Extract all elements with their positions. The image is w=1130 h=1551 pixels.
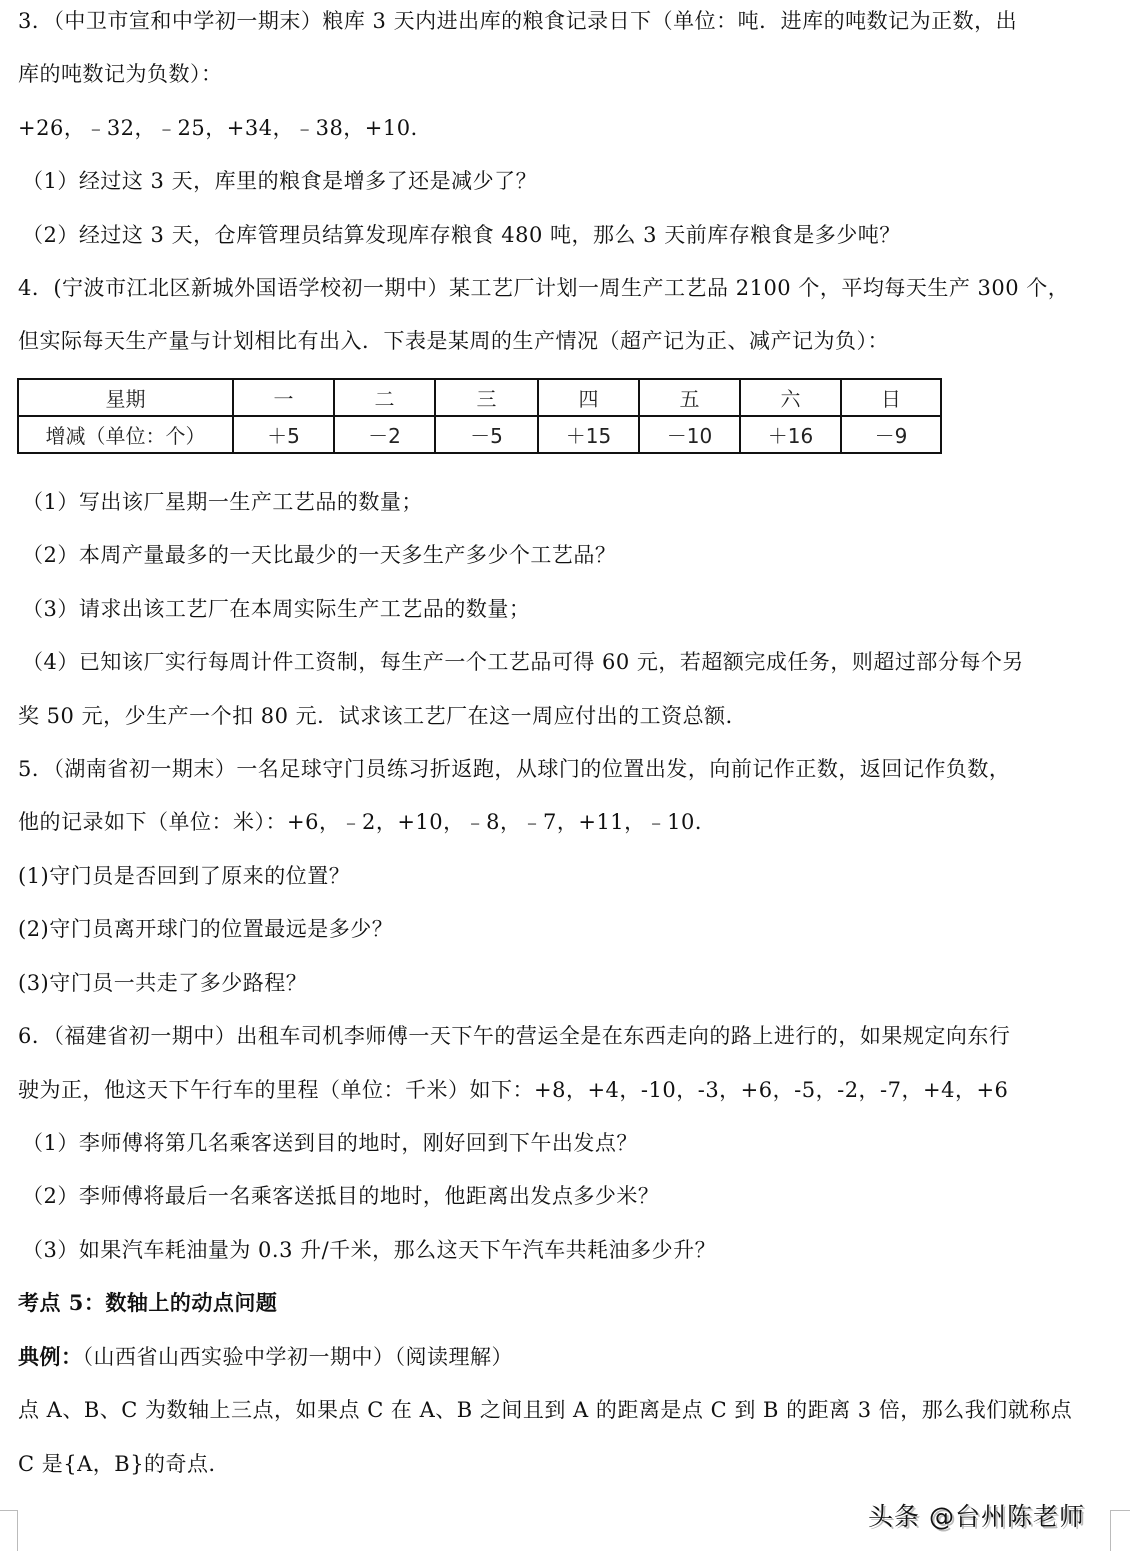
page-corner-mark-left xyxy=(0,1510,18,1551)
table-cell: －2 xyxy=(334,416,435,453)
table-cell: 三 xyxy=(435,379,538,416)
table-cell: －10 xyxy=(639,416,740,453)
problem-6-data: 驶为正，他这天下午行车的里程（单位：千米）如下：+8，+4，-10，-3，+6，-5，-2，-7，+4，+6 xyxy=(18,1078,1009,1102)
example-text: 点 A、B、C 为数轴上三点，如果点 C 在 A、B 之间且到 A 的距离是点 C 到 B 的距离 3 倍，那么我们就称点 xyxy=(18,1398,1073,1422)
problem-6-question-1: （1）李师傅将第几名乘客送到目的地时，刚好回到下午出发点？ xyxy=(22,1131,638,1155)
example-source: （山西省山西实验中学初一期中）（阅读理解） xyxy=(82,1345,513,1369)
problem-4-question-4-cont: 奖 50 元，少生产一个扣 80 元．试求该工艺厂在这一周应付出的工资总额． xyxy=(18,704,748,728)
problem-5-question-2: (2)守门员离开球门的位置最远是多少？ xyxy=(18,917,394,941)
table-cell: 四 xyxy=(538,379,639,416)
table-cell: 二 xyxy=(334,379,435,416)
problem-4-statement-cont: 但实际每天生产量与计划相比有出入．下表是某周的生产情况（超产记为正、减产记为负）： xyxy=(18,329,889,353)
production-table xyxy=(17,378,942,454)
problem-4-question-1: （1）写出该厂星期一生产工艺品的数量； xyxy=(22,490,423,514)
table-cell: －9 xyxy=(841,416,941,453)
problem-5-data: 他的记录如下（单位：米）：+6，﹣2，+10，﹣8，﹣7，+11，﹣10． xyxy=(18,810,717,834)
table-cell: ＋5 xyxy=(233,416,334,453)
table-cell: －5 xyxy=(435,416,538,453)
problem-4-question-4: （4）已知该厂实行每周计件工资制，每生产一个工艺品可得 60 元，若超额完成任务，则超过部分每个另 xyxy=(22,650,1024,674)
problem-4-question-3: （3）请求出该工艺厂在本周实际生产工艺品的数量； xyxy=(22,597,531,621)
problem-3-statement-cont: 库的吨数记为负数）： xyxy=(18,62,223,86)
table-cell: ＋15 xyxy=(538,416,639,453)
problem-5-statement: 5．（湖南省初一期末）一名足球守门员练习折返跑，从球门的位置出发，向前记作正数，返回记作负数， xyxy=(18,757,1011,781)
problem-6-question-3: （3）如果汽车耗油量为 0.3 升/千米，那么这天下午汽车共耗油多少升？ xyxy=(22,1238,717,1262)
problem-6-question-2: （2）李师傅将最后一名乘客送抵目的地时，他距离出发点多少米？ xyxy=(22,1184,660,1208)
table-cell: 日 xyxy=(841,379,941,416)
problem-3-statement: 3．（中卫市宣和中学初一期末）粮库 3 天内进出库的粮食记录日下（单位：吨．进库的吨数记为正数，出 xyxy=(18,9,1018,33)
example-label: 典例： xyxy=(18,1344,83,1369)
table-cell: ＋16 xyxy=(740,416,841,453)
table-row xyxy=(18,416,941,453)
example-text-cont: C 是{A，B}的奇点． xyxy=(18,1452,231,1476)
section-title: 考点 5：数轴上的动点问题 xyxy=(18,1290,278,1315)
problem-5-question-3: (3)守门员一共走了多少路程？ xyxy=(18,971,308,995)
example-heading xyxy=(18,1342,513,1372)
problem-4-question-2: （2）本周产量最多的一天比最少的一天多生产多少个工艺品？ xyxy=(22,543,617,567)
problem-3-question-2: （2）经过这 3 天，仓库管理员结算发现库存粮食 480 吨，那么 3 天前库存粮食是多少吨？ xyxy=(22,223,901,247)
table-cell: 六 xyxy=(740,379,841,416)
table-cell: 五 xyxy=(639,379,740,416)
problem-4-statement: 4．(宁波市江北区新城外国语学校初一期中）某工艺厂计划一周生产工艺品 2100 个，平均每天生产 300 个， xyxy=(18,276,1070,300)
problem-3-data: +26，﹣32，﹣25，+34，﹣38，+10． xyxy=(18,116,433,140)
table-cell: 星期 xyxy=(18,379,233,416)
page-corner-mark-right xyxy=(1110,1510,1130,1551)
table-cell: 增减（单位：个） xyxy=(18,416,233,453)
problem-5-question-1: (1)守门员是否回到了原来的位置？ xyxy=(18,864,351,888)
watermark: 头条 @台州陈老师 xyxy=(868,1502,1085,1531)
problem-6-statement: 6．（福建省初一期中）出租车司机李师傅一天下午的营运全是在东西走向的路上进行的，如果规定向东行 xyxy=(18,1024,1011,1048)
problem-3-question-1: （1）经过这 3 天，库里的粮食是增多了还是减少了？ xyxy=(22,169,538,193)
table-header-row xyxy=(18,379,941,416)
table-cell: 一 xyxy=(233,379,334,416)
